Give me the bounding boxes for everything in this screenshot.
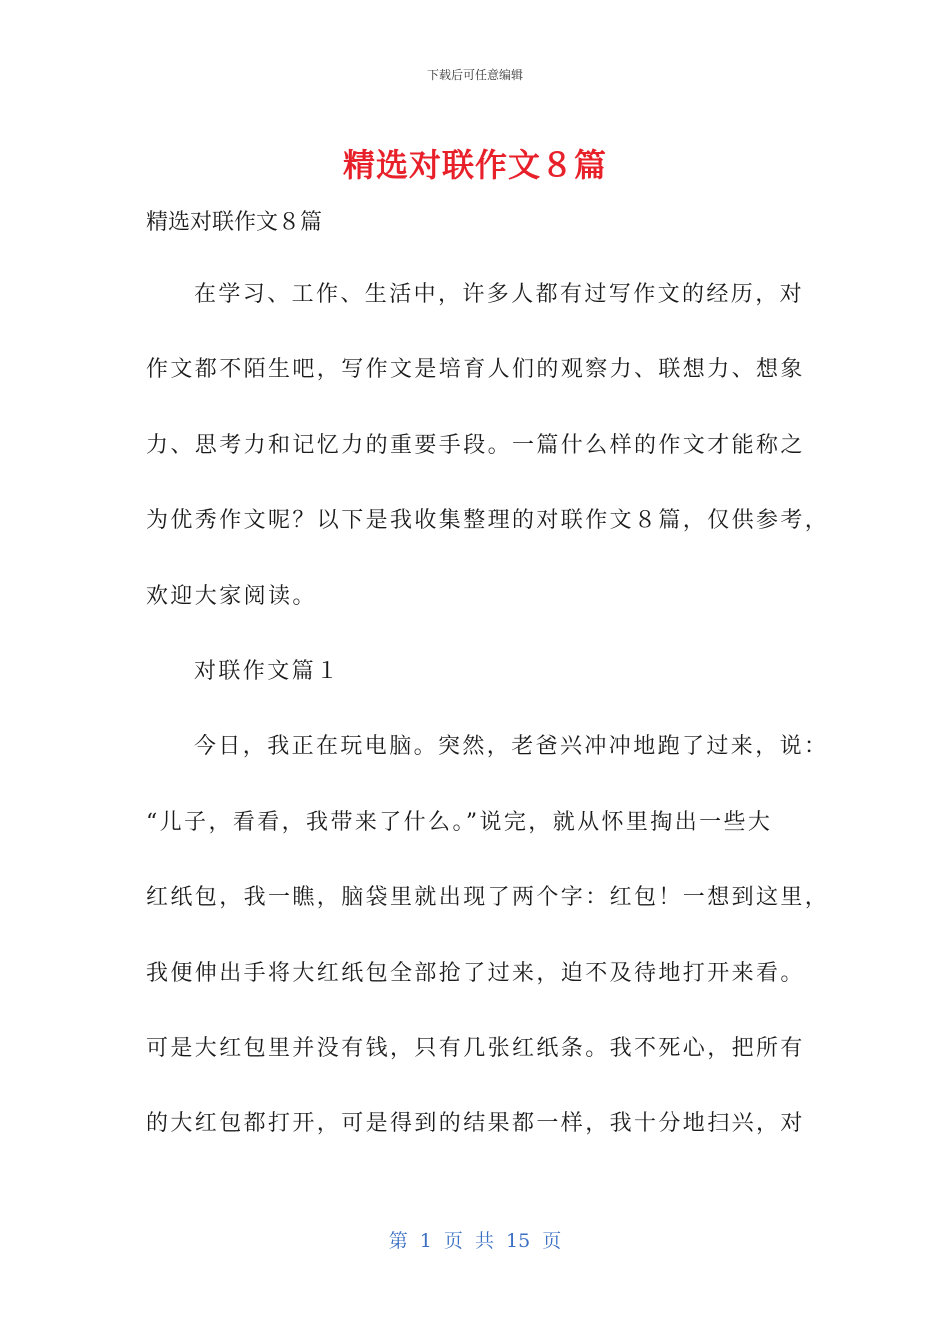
header-note: 下载后可任意编辑 xyxy=(426,68,523,82)
body-line: 欢迎大家阅读。 xyxy=(146,583,317,609)
body-line: 红纸包，我一瞧，脑袋里就出现了两个字：红包！一想到这里， xyxy=(146,885,830,911)
body-line: 力、思考力和记忆力的重要手段。一篇什么样的作文才能称之 xyxy=(146,432,805,458)
document-subtitle: 精选对联作文８篇 xyxy=(146,210,323,235)
body-line: 对联作文篇１ xyxy=(194,658,341,684)
body-line: 的大红包都打开，可是得到的结果都一样，我十分地扫兴，对 xyxy=(146,1111,805,1137)
body-line: “儿子，看看，我带来了什么。”说完，就从怀里掏出一些大 xyxy=(146,809,773,835)
document-title: 精选对联作文８篇 xyxy=(342,146,607,184)
body-line: 可是大红包里并没有钱，只有几张红纸条。我不死心，把所有 xyxy=(146,1035,805,1061)
document-body xyxy=(146,280,830,1185)
body-line: 我便伸出手将大红纸包全部抢了过来，迫不及待地打开来看。 xyxy=(146,960,805,986)
body-line: 在学习、工作、生活中，许多人都有过写作文的经历，对 xyxy=(194,282,805,307)
body-line: 作文都不陌生吧，写作文是培育人们的观察力、联想力、想象 xyxy=(146,357,805,383)
page-footer: 第 1 页 共 15 页 xyxy=(388,1230,562,1252)
body-line: 为优秀作文呢？以下是我收集整理的对联作文８篇，仅供参考， xyxy=(146,508,830,534)
body-line: 今日，我正在玩电脑。突然，老爸兴冲冲地跑了过来，说： xyxy=(194,734,829,760)
